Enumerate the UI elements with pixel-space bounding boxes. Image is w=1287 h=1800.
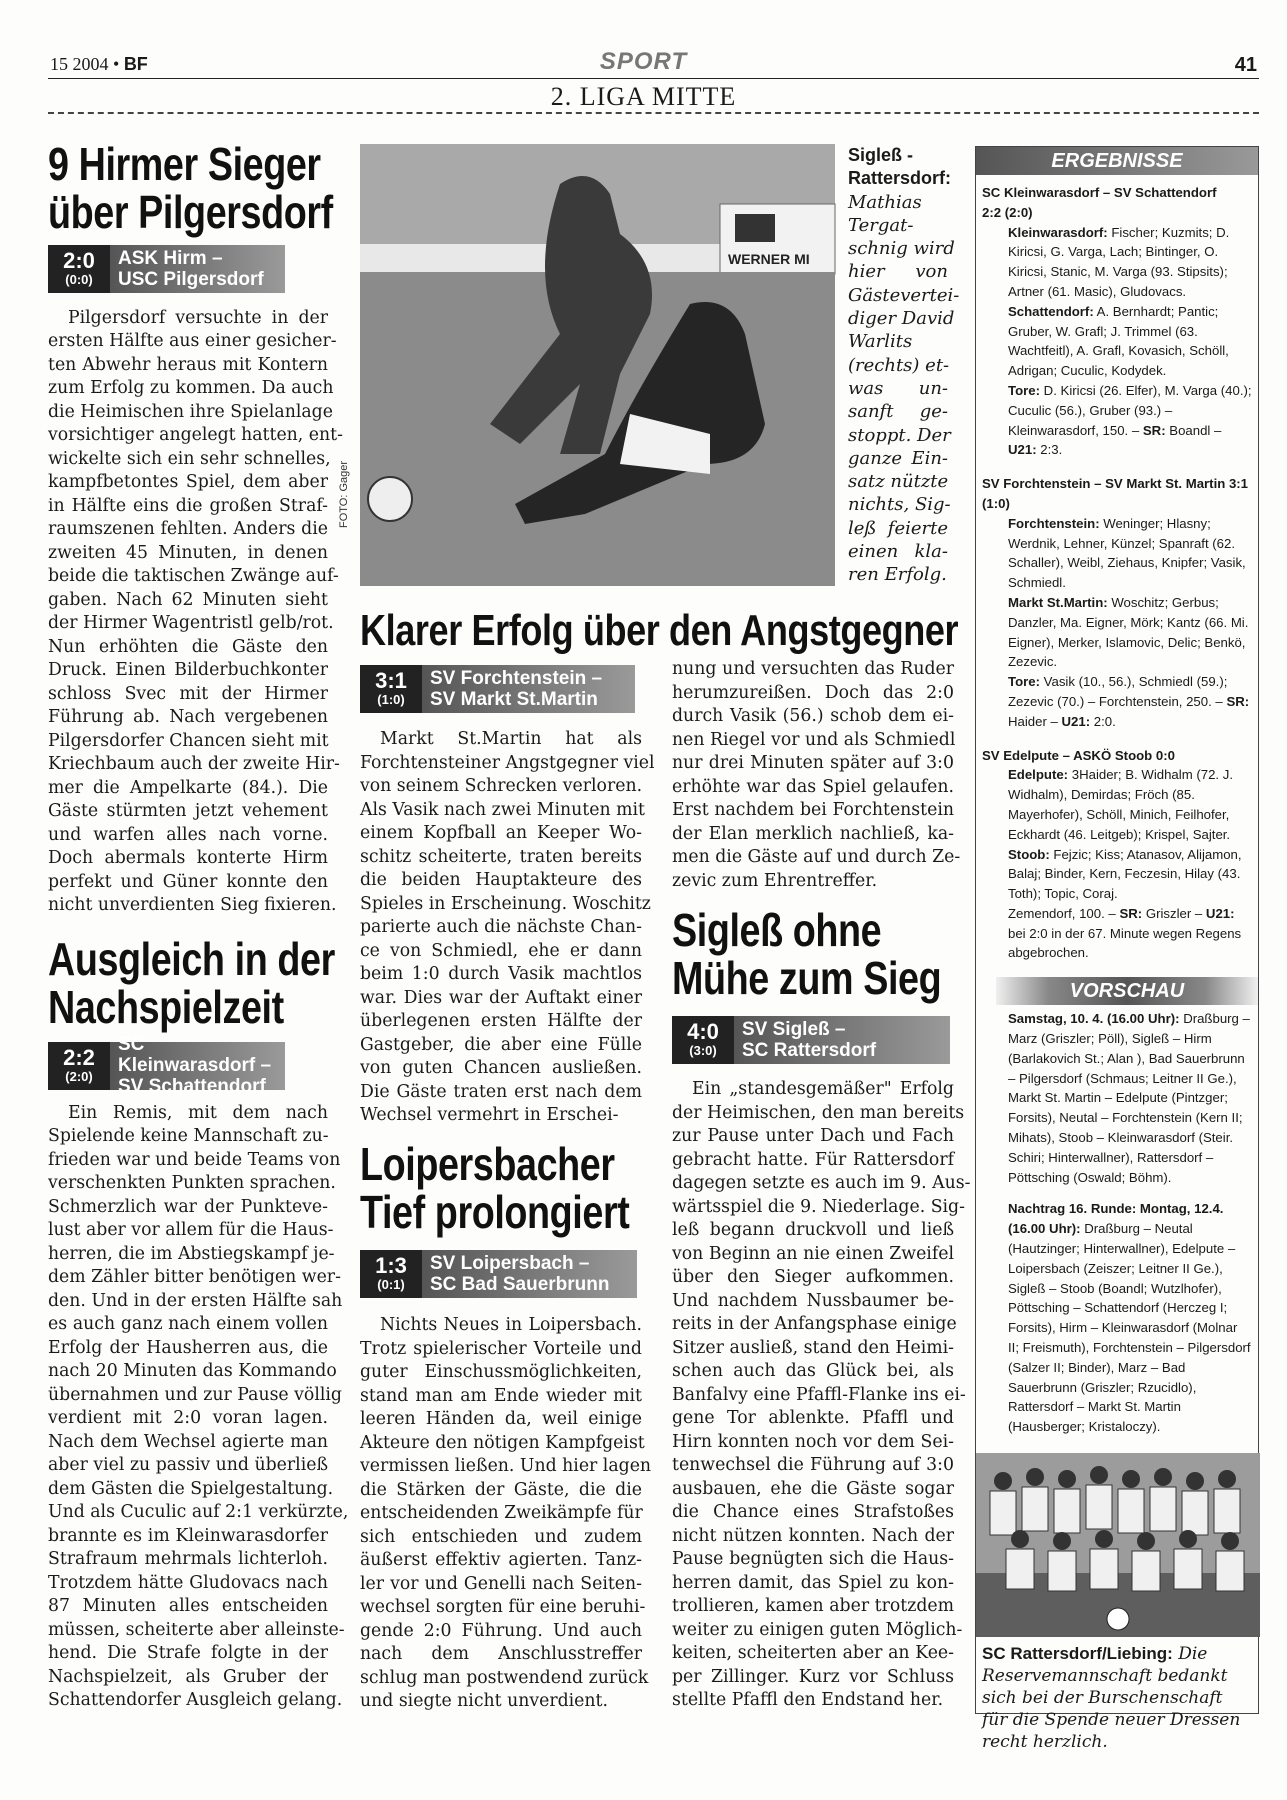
text-line: nung und versuchten das Ruder [672, 659, 954, 679]
preview-saturday: Samstag, 10. 4. (16.00 Uhr): Draßburg – Marz (Griszler; Pöll), Sigleß – Hirm (Barlakovich St.; Alan ), Bad Sauerbrunn – Pilgersdorf (Schmaus; Leitner II Ge.), Markt St. Martin – Edelpute (Pintzger; Forsits), Neutal – Forchtenstein (Kern II; Mihats), Stoob – Kleinwarasdorf (Steir. Schiri; Hinterwallner), Rattersdorf – Pöttsching (Oswald; Böhm). [1008, 1011, 1250, 1185]
text-line: stand man am Ende wieder mit [360, 1385, 642, 1406]
text-line: und siegte nicht unverdient. [360, 1691, 608, 1711]
text-line: wickelte sich ein sehr schnelles, [48, 448, 331, 469]
text-line: Schattendorfer Ausgleich gelang. [48, 1690, 343, 1711]
photo-caption: Sigleß - Rattersdorf: Mathias Tergat- schnig wird hier von Gästevertei- diger David Warlits (rechts) et- was un- sanft ge- stoppt. Der ganze Ein- satz nützte nichts, Sig- leß feierte einen kla- ren Erfolg. [848, 145, 960, 586]
score: 2:2 (2:0) [48, 1042, 110, 1090]
text-line: Akteure den nötigen Kampfgeist [360, 1432, 645, 1453]
preview-header: VORSCHAU [996, 977, 1258, 1005]
text-line: der Hirmer Wagentristl gelb/rot. [48, 613, 334, 634]
text-line: Pilgersdorfer Chancen sieht mit [48, 730, 329, 751]
text-line: gebracht hatte. Für Rattersdorf [672, 1149, 954, 1170]
text-line: Banfalvy eine Pfaffl-Flanke ins ei- [672, 1384, 966, 1405]
match-teams: SV Loipersbach – SC Bad Sauerbrunn [422, 1250, 637, 1298]
team-group-illustration [976, 1453, 1260, 1637]
text-line: Und nachdem Nussbaumer be- [672, 1290, 954, 1311]
text-line: überlegenen ersten Hälfte der [360, 1011, 642, 1031]
preview-monday: Nachtrag 16. Runde: Montag, 12.4. (16.00 Uhr): Draßburg – Neutal (Hautzinger; Hinterwallner), Edelpute – Loipersbach (Zeiszer; Leitner II Ge.), Sigleß – Stoob (Boandl; Wutzlhofer), Pöttsching – Schattendorf (Herczeg I; Forsits), Hirm – Kleinwarasdorf (Molnar II; Freismuth), Forchtenstein – Pilgersdorf (Salzer II; Binder), Marz – Bad Sauerbrunn (Griszler; Rzucidlo), Rattersdorf – Markt St. Martin (Hausberger; Kristaloczy). [1008, 1201, 1251, 1435]
text-line: dagegen setzte es auch im 9. Aus- [672, 1173, 971, 1193]
text-line: schlug man postwendend zurück [360, 1667, 649, 1688]
text-line: war. Dies war der Auftakt einer [360, 987, 642, 1008]
score-box [48, 1034, 285, 1098]
text-line: (rechts) et- [848, 354, 950, 376]
article-kleinwarasdorf-schattendorf [48, 933, 349, 1713]
text-line: Die Gäste traten erst nach dem [360, 1081, 642, 1102]
text-line: Erfolg der Hausherren aus, die [48, 1337, 328, 1358]
text-line: Warlits [848, 331, 913, 353]
result-match-2: SV Forchtenstein – SV Markt St. Martin 3:1 (1:0) Forchtenstein: Weninger; Hlasny; Werdnik, Lehner, Künzel; Spanraft (62. Schaller), Weibl, Ziehaus, Knipfer; Vasik, Schmiedl. Markt St.Martin: Woschitz; Gerbus; Danzler, Ma. Eigner, Mörk; Kantz (66. Mi. Eigner), Merker, Islamovic, Delic; Benkö, Zezevic. Tore: Vasik (10., 56.), Schmiedl (59.); Zezevic (70.) – Forchtenstein, 250. – SR: Haider – U21: 2:0. [982, 476, 1250, 729]
article-headline: Loipersbacher Tief prolongiert [360, 1138, 630, 1239]
text-line: Nun erhöhten die Gäste den [48, 636, 328, 657]
text-line: zur Pause unter Dach und Fach [672, 1126, 954, 1146]
match-teams: SV Sigleß – SC Rattersdorf [734, 1016, 950, 1064]
text-line: durch Vasik (56.) schob dem ei- [672, 706, 954, 726]
score: 3:1 (1:0) [360, 665, 422, 713]
header-rule [48, 78, 1259, 79]
text-line: trollieren, kamen aber trotzdem [672, 1596, 954, 1616]
text-line: herumzureißen. Doch das 2:0 [672, 682, 954, 703]
text-line: Tergat- [848, 214, 914, 236]
text-line: entscheidenden Zweikämpfe für [360, 1503, 643, 1523]
text-line: Als Vasik nach zwei Minuten mit [360, 799, 645, 820]
sidebar-results [975, 146, 1259, 1753]
text-line: nur drei Minuten später auf 3:0 [672, 753, 954, 773]
text-line: diger David [848, 308, 955, 330]
text-line: Strafraum mehrmals lichterloh. [48, 1549, 328, 1570]
result-match-1: SC Kleinwarasdorf – SV Schattendorf 2:2 (2:0) Kleinwarasdorf: Fischer; Kuzmits; D. Kiricsi, G. Varga, Lach; Bintinger, O. Kiricsi, Stanic, M. Varga (93. Stipsits); Artner (61. Masic), Gludovacs. Schattendorf: A. Bernhardt; Pantic; Gruber, W. Grafl; J. Trimmel (63. Wachtfeitl), A. Grafl, Kovasich, Schöll, Adrigan; Cuculic, Kodydek. Tore: D. Kiricsi (26. Elfer), M. Varga (40.); Cuculic (56.), Gruber (93.) – Kleinwarasdorf, 150. – SR: Boandl – U21: 2:3. [982, 185, 1252, 458]
text-line: die beiden Hauptakteure des [360, 870, 642, 890]
text-line: wechsel sorgten für eine beruhi- [360, 1597, 646, 1617]
text-line: leeren Händen da, weil einige [360, 1409, 642, 1429]
text-line: von guten Chancen ausließen. [360, 1058, 642, 1078]
text-line: Führung ab. Nach vergebenen [48, 707, 328, 728]
article-hirm-pilgersdorf [48, 138, 343, 918]
text-line: müssen, scheiterte aber alleinste- [48, 1619, 345, 1640]
text-line: ausbauen, ehe die Gäste sogar [672, 1478, 954, 1499]
article-headline: Ausgleich in der Nachspielzeit [48, 933, 335, 1034]
results-header: ERGEBNISSE [976, 147, 1258, 175]
text-line: Hirn konnten noch vor dem Sei- [672, 1431, 954, 1452]
text-line: tenwechsel die Führung auf 3:0 [672, 1455, 954, 1475]
score-box [672, 1016, 950, 1064]
text-line: zum Erfolg zu kommen. Da auch [48, 378, 334, 399]
text-line: aber viel zu passiv und überließ [48, 1455, 328, 1476]
article-forchtenstein-markt-st-martin [360, 608, 960, 654]
text-line: keiten, scheiterten aber an Kee- [672, 1643, 954, 1663]
text-line: lust aber vor allem für die Haus- [48, 1220, 334, 1241]
text-line: sanft ge- [848, 401, 948, 423]
text-line: hend. Die Strafe folgte in der [48, 1643, 328, 1664]
issue-year: 2004 [72, 54, 109, 74]
text-line: Wechsel vermehrt in Erschei- [360, 1105, 619, 1125]
text-line: von Beginn an nie einen Zweifel [672, 1243, 954, 1264]
text-line: ersten Hälfte aus einer gesicher- [48, 331, 337, 352]
text-line: Ein „standesgemäßer" Erfolg [692, 1079, 954, 1099]
text-line: Spieles in Erscheinung. Woschitz [360, 893, 651, 914]
issue-number: 15 [50, 54, 68, 74]
text-line: mer die Ampelkarte (84.). Die [48, 777, 328, 798]
score-box [360, 1250, 637, 1298]
text-line: Druck. Einen Bilderbuchkonter [48, 660, 328, 681]
text-line: vermissen ließen. Und hier lagen [360, 1456, 652, 1476]
text-line: reits in der Anfangsphase einige [672, 1314, 957, 1334]
text-line: Und als Cuculic auf 2:1 verkürzte, [48, 1502, 349, 1523]
text-line: Nachspielzeit, als Gruber der [48, 1666, 328, 1687]
text-line: stoppt. Der [848, 424, 951, 446]
text-line: die Stärken der Gäste, die die [360, 1479, 642, 1500]
score-box [360, 665, 635, 713]
text-line: Trotz spielerischer Vorteile und [360, 1338, 642, 1359]
text-line: Markt St.Martin hat als [380, 729, 642, 749]
text-line: Nichts Neues in Loipersbach. [380, 1315, 642, 1335]
text-line: per Zillinger. Kurz vor Schluss [672, 1666, 954, 1687]
separator: • [113, 54, 120, 74]
text-line: herren damit, das Spiel zu kon- [672, 1572, 954, 1593]
text-line: zevic zum Ehrentreffer. [672, 870, 878, 891]
text-line: nach dem Anschlusstreffer [360, 1644, 642, 1664]
article-body [48, 1102, 349, 1713]
text-line: ganze Ein- [848, 447, 948, 469]
text-line: den. Und in der ersten Hälfte sah [48, 1290, 343, 1311]
text-line: dem Gästen die Spielgestaltung. [48, 1478, 334, 1499]
article-body [360, 1314, 652, 1714]
team-photo-caption: SC Rattersdorf/Liebing: Die Reservemannschaft bedankt sich bei der Burschenschaft für die Spende neuer Dressen recht herzlich. [982, 1644, 1241, 1753]
text-line: übernahmen und zur Pause völlig [48, 1384, 342, 1405]
article-body-column-1 [360, 728, 655, 1128]
text-line: schen auch das Glück bei, als [672, 1361, 954, 1381]
text-line: kampfbetontes Spiel, dem aber [48, 472, 328, 493]
match-teams: SV Forchtenstein – SV Markt St.Martin [422, 665, 635, 713]
text-line: leß begann druckvoll und ließ [672, 1220, 954, 1240]
text-line: ten Abwehr heraus mit Kontern [48, 354, 328, 375]
article-loipersbach-bad-sauerbrunn [360, 1140, 650, 1237]
text-line: perfekt und Güner konnte den [48, 871, 328, 892]
text-line: erhöhte war das Spiel gelaufen. [672, 776, 954, 797]
text-line: zweiten 45 Minuten, in denen [48, 542, 328, 563]
text-line: raumszenen fehlten. Anders die [48, 519, 328, 540]
text-line: guter Einschussmöglichkeiten, [360, 1362, 642, 1382]
text-line: Schmerzlich war der Punkteve- [48, 1196, 328, 1217]
article-headline: Klarer Erfolg über den Angstgegner [360, 606, 959, 655]
text-line: Gastgeber, die aber eine Fülle [360, 1034, 642, 1055]
text-line: brannte es im Kleinwarasdorfer [48, 1525, 328, 1546]
text-line: ce von Schmiedl, ehe er dann [360, 940, 642, 961]
text-line: nen Riegel vor und als Schmiedl [672, 729, 956, 750]
text-line: beide die taktischen Zwänge auf- [48, 566, 339, 587]
text-line: Pilgersdorf versuchte in der [68, 307, 328, 328]
text-line: hier von [848, 261, 948, 283]
text-line: beim 1:0 durch Vasik machtlos [360, 964, 642, 984]
preview-list [976, 1009, 1258, 1437]
score-box [48, 245, 285, 293]
text-line: äußerst effektiv agierten. Tanz- [360, 1550, 642, 1570]
text-line: Forchtensteiner Angstgegner viel [360, 752, 655, 773]
sponsor-board-text: WERNER MI [728, 251, 810, 267]
article-headline: 9 Hirmer Sieger über Pilgersdorf [48, 138, 333, 239]
score: 2:0 (0:0) [48, 245, 110, 293]
text-line: der Heimischen, den man bereits [672, 1102, 965, 1123]
match-teams: ASK Hirm – USC Pilgersdorf [110, 245, 285, 293]
text-line: in Hälfte eins die großen Straf- [48, 495, 328, 516]
text-line: es auch ganz nach einem vollen [48, 1314, 328, 1335]
text-line: schnig wird [848, 238, 955, 260]
text-line: Spielende keine Mannschaft zu- [48, 1126, 329, 1147]
football-scene-illustration [360, 144, 835, 586]
article-body-column-2 [672, 658, 961, 893]
text-line: und warfen alles nach vorne. [48, 824, 328, 845]
text-line: nach 20 Minuten das Kommando [48, 1361, 337, 1382]
match-photo [360, 144, 835, 586]
league-title: 2. LIGA MITTE [550, 82, 737, 111]
text-line: gene Tor ablenkte. Pfaffl und [672, 1408, 954, 1428]
text-line: Ein Remis, mit dem nach [68, 1102, 328, 1123]
text-line: dem Zähler bitter benötigen wer- [48, 1267, 341, 1288]
text-line: über den Sieger aufkommen. [672, 1267, 954, 1287]
text-line: der Elan merklich nachließ, ka- [672, 823, 954, 844]
result-match-3: SV Edelpute – ASKÖ Stoob 0:0 Edelpute: 3Haider; B. Widhalm (72. J. Widhalm), Demirdas; Fröch (85. Mayerhofer), Schöll, Minich, Feilhofer, Eckhardt (46. Leitgeb); Krispel, Sajter. Stoob: Fejzic; Kiss; Atanasov, Alijamon, Balaj; Binder, Kern, Feczesin, Hilay (43. Toth); Topic, Coraj. Zemendorf, 100. – SR: Griszler – U21: bei 2:0 in der 67. Minute wegen Regens abgebrochen. [982, 747, 1242, 961]
text-line: Doch abermals konterte Hirm [48, 848, 328, 869]
match-teams: SC Kleinwarasdorf – SV Schattendorf [110, 1042, 285, 1090]
text-line: von seinem Schrecken verloren. [360, 776, 643, 796]
text-line: schitz scheiterte, traten bereits [360, 846, 642, 867]
text-line: gaben. Nach 62 Minuten sieht [48, 589, 328, 610]
text-line: weiter zu einigen guten Möglich- [672, 1619, 963, 1640]
score: 1:3 (0:1) [360, 1250, 422, 1298]
photo-credit: FOTO: Gager [338, 460, 350, 528]
text-line: Pause begnügten sich die Haus- [672, 1549, 954, 1569]
text-line: ler vor und Genelli nach Seiten- [360, 1573, 642, 1594]
results-list [976, 183, 1258, 963]
text-line: Trotzdem hätte Gludovacs nach [48, 1572, 328, 1593]
text-line: die Chance eines Strafstoßes [672, 1502, 954, 1522]
section-title: SPORT [599, 48, 688, 75]
score: 4:0 (3:0) [672, 1016, 734, 1064]
text-line: frieden war und beide Teams von [48, 1149, 341, 1170]
text-line: parierte auch die nächste Chan- [360, 917, 642, 937]
text-line: men die Gäste auf und durch Ze- [672, 847, 961, 867]
text-line: vorsichtiger angelegt hatten, ent- [48, 425, 343, 446]
text-line: Gäste stürmten jetzt vehement [48, 801, 328, 822]
article-sigless-rattersdorf [672, 906, 962, 1003]
article-headline: Sigleß ohne Mühe zum Sieg [672, 904, 942, 1005]
page-number: 41 [1234, 54, 1257, 76]
text-line: verschenkten Punkten sprachen. [48, 1173, 336, 1194]
text-line: einen kla- [848, 541, 948, 563]
text-line: was un- [848, 377, 948, 399]
text-line: einem Kopfball an Keeper Wo- [360, 823, 642, 843]
text-line: ren Erfolg. [848, 564, 947, 586]
text-line: herren, die im Abstiegskampf je- [48, 1243, 335, 1264]
text-line: nicht nützen konnten. Nach der [672, 1525, 954, 1546]
text-line: sich entschieden und zudem [360, 1526, 642, 1547]
text-line: verdient mit 2:0 voran lagen. [48, 1408, 328, 1429]
text-line: 87 Minuten alles entscheiden [48, 1596, 328, 1617]
text-line: Mathias [848, 191, 922, 213]
text-line: nichts, Sig- [848, 494, 951, 516]
text-line: stellte Pfaffl den Endstand her. [672, 1690, 944, 1710]
text-line: Nach dem Wechsel agierte man [48, 1431, 328, 1452]
text-line: Sitzer ausließ, stand den Heimi- [672, 1337, 954, 1358]
text-line: Kriechbaum auch der zweite Hir- [48, 754, 340, 775]
text-line: leß feierte [848, 517, 948, 539]
text-line: nicht unverdienten Sieg fixieren. [48, 895, 337, 916]
text-line: wärtsspiel die 9. Niederlage. Sig- [672, 1196, 965, 1217]
publication-name: BF [123, 54, 148, 74]
article-body [48, 307, 343, 918]
article-body [672, 1078, 971, 1713]
text-line: satz nützte [848, 471, 949, 493]
text-line: Erst nachdem bei Forchtenstein [672, 800, 954, 820]
team-photo [976, 1453, 1258, 1637]
text-line: Gästevertei- [848, 284, 960, 306]
header-dashed-rule [48, 112, 1259, 114]
text-line: die Heimischen ihre Spielanlage [48, 401, 333, 422]
text-line: schloss Svec mit der Hirmer [48, 683, 328, 704]
text-line: gende 2:0 Führung. Und auch [360, 1620, 642, 1641]
